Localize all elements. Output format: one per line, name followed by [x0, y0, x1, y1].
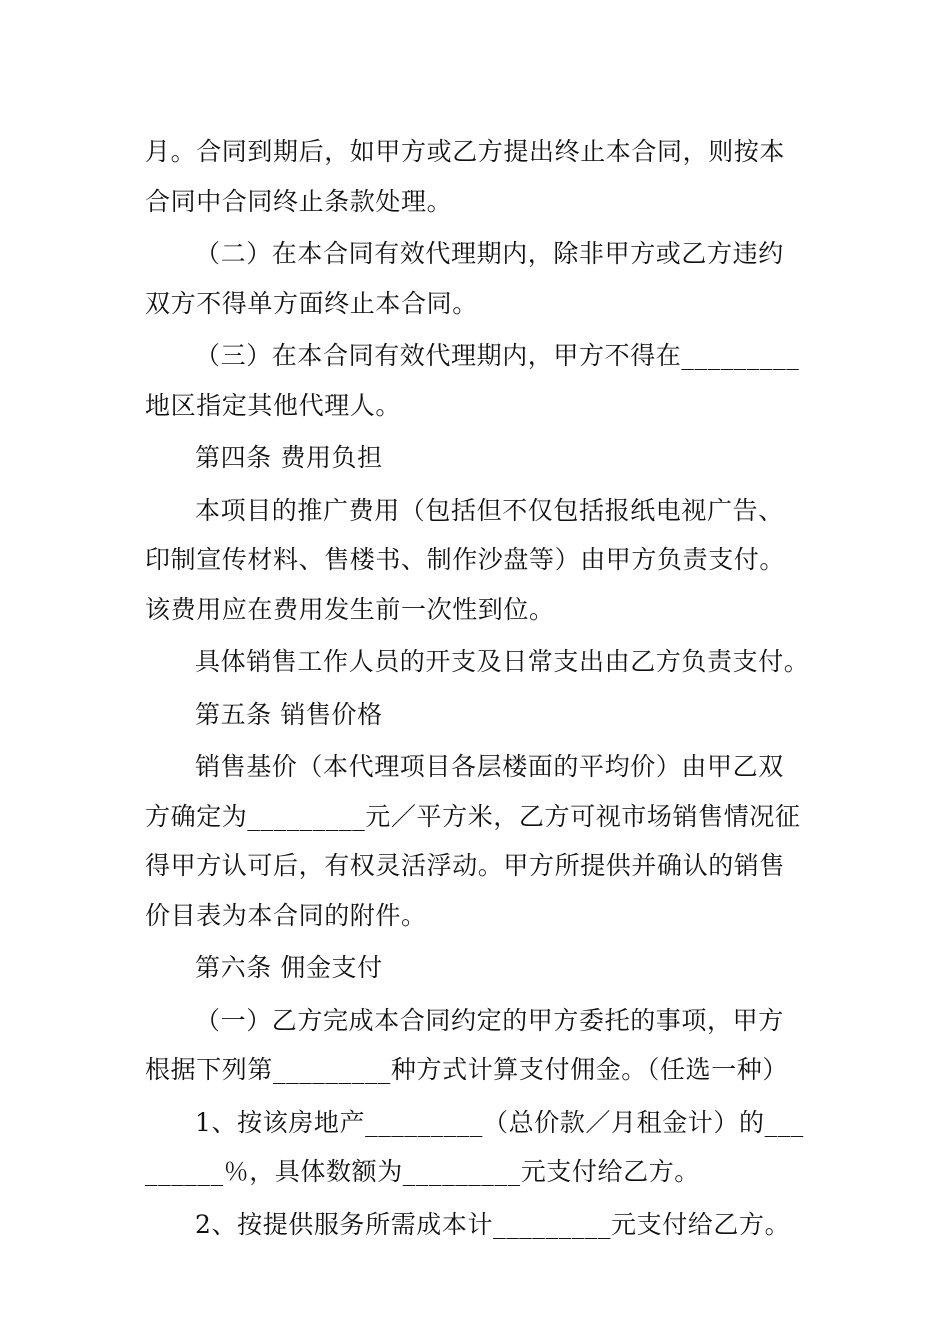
clause-paragraph: （二）在本合同有效代理期内，除非甲方或乙方违约	[195, 239, 784, 268]
text-line: 价目表为本合同的附件。	[145, 900, 427, 930]
text-line: 合同中合同终止条款处理。	[145, 186, 453, 216]
clause-paragraph: （三）在本合同有效代理期内，甲方不得在_________	[195, 341, 800, 370]
clause-paragraph: 销售基价（本代理项目各层楼面的平均价）由甲乙双	[195, 752, 784, 781]
clause-paragraph: 2、按提供服务所需成本计_________元支付给乙方。	[195, 1209, 791, 1239]
clause-paragraph: 本项目的推广费用（包括但不仅包括报纸电视广告、	[195, 495, 784, 525]
text-line: 月。合同到期后，如甲方或乙方提出终止本合同，则按本	[145, 137, 786, 166]
text-line: 方确定为_________元／平方米，乙方可视市场销售情况征	[145, 801, 801, 831]
text-line: ______％，具体数额为_________元支付给乙方。	[145, 1157, 700, 1186]
document-body	[145, 127, 815, 1249]
clause-paragraph: 1、按该房地产_________（总价款／月租金计）的___	[195, 1107, 804, 1137]
text-line: 得甲方认可后，有权灵活浮动。甲方所提供并确认的销售	[145, 851, 786, 880]
article-heading: 第四条 费用负担	[195, 443, 383, 472]
article-heading: 第六条 佣金支付	[195, 953, 383, 982]
clause-paragraph: （一）乙方完成本合同约定的甲方委托的事项，甲方	[195, 1005, 784, 1035]
text-line: 印制宣传材料、售楼书、制作沙盘等）由甲方负责支付。	[145, 545, 786, 574]
article-heading: 第五条 销售价格	[195, 699, 383, 729]
text-line: 地区指定其他代理人。	[145, 390, 402, 420]
clause-paragraph: 具体销售工作人员的开支及日常支出由乙方负责支付。	[195, 647, 810, 676]
text-line: 双方不得单方面终止本合同。	[145, 288, 478, 318]
text-line: 根据下列第_________种方式计算支付佣金。（任选一种）	[145, 1055, 789, 1084]
text-line: 该费用应在费用发生前一次性到位。	[145, 594, 555, 624]
